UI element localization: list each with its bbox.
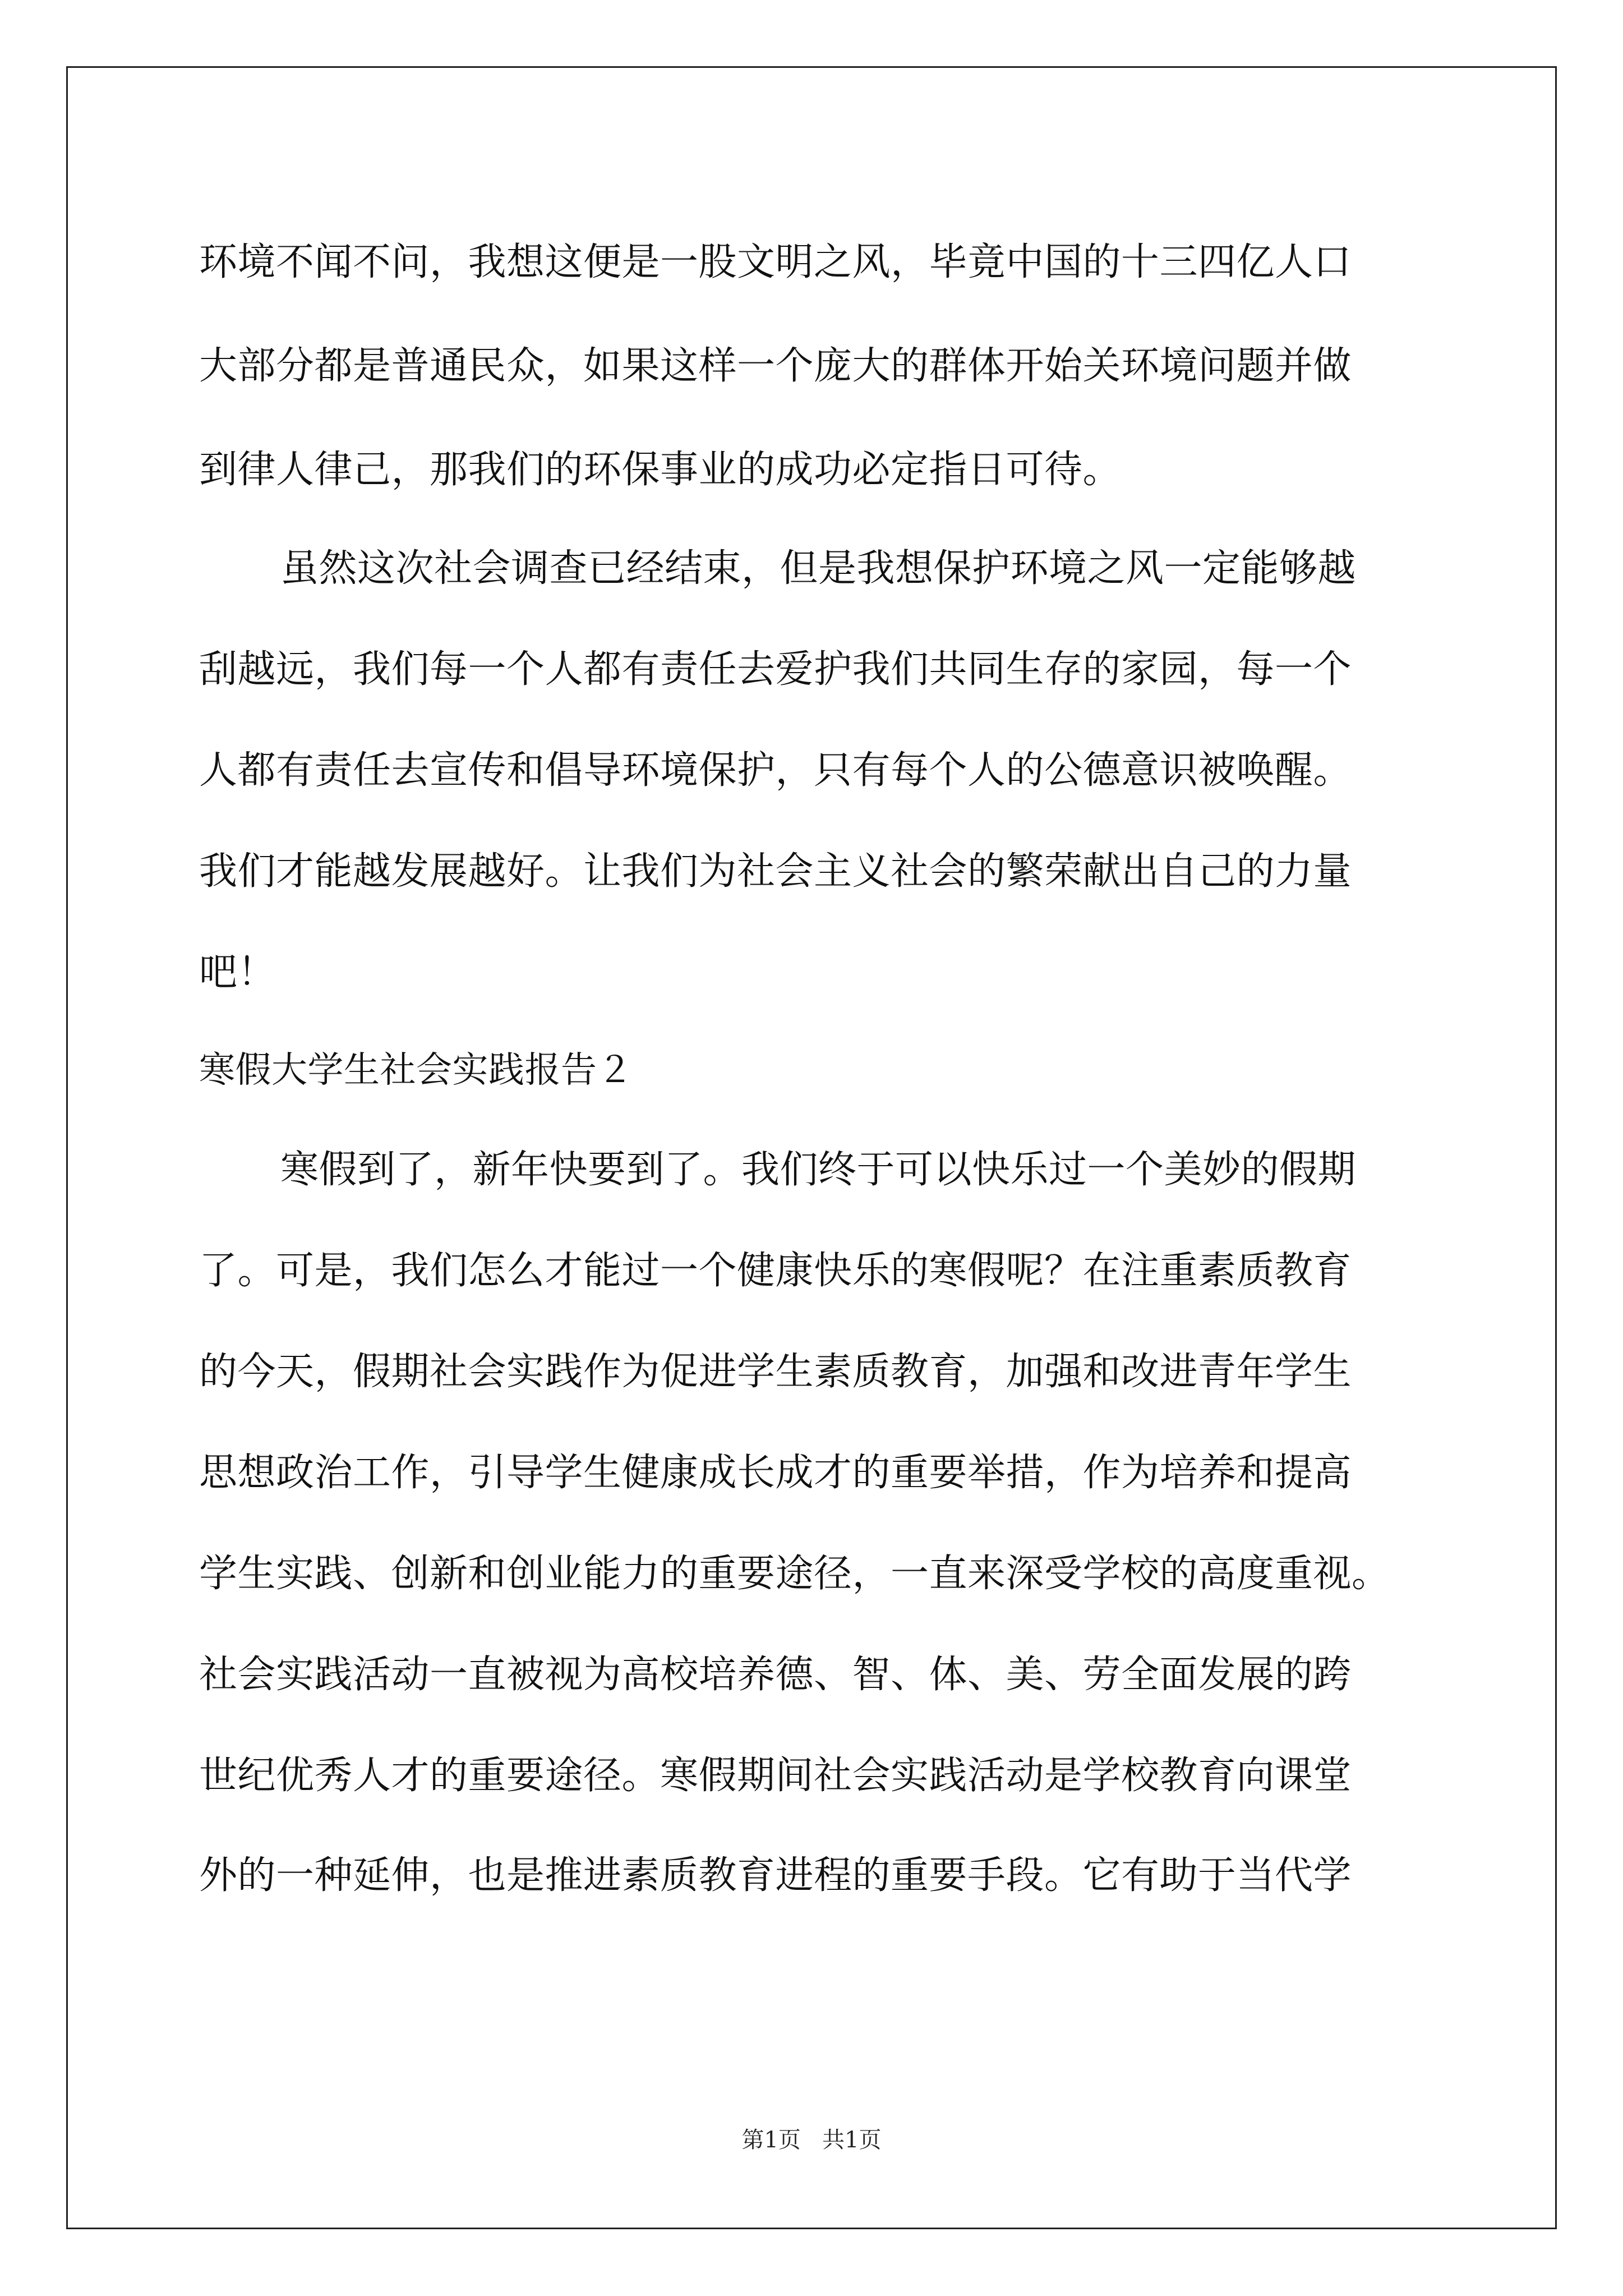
body-text-line: 虽然这次社会调查已经结束，但是我想保护环境之风一定能够越 <box>280 546 1357 591</box>
body-text-line: 外的一种延伸，也是推进素质教育进程的重要手段。它有助于当代学 <box>199 1853 1352 1898</box>
body-text-line: 大部分都是普通民众，如果这样一个庞大的群体开始关环境问题并做 <box>199 344 1352 388</box>
body-text-line: 的今天，假期社会实践作为促进学生素质教育，加强和改进青年学生 <box>199 1350 1352 1394</box>
body-text-line: 思想政治工作，引导学生健康成长成才的重要举措，作为培养和提高 <box>199 1451 1352 1495</box>
body-text-line: 世纪优秀人才的重要途径。寒假期间社会实践活动是学校教育向课堂 <box>199 1754 1352 1798</box>
page-footer: 第1页 共1页 <box>741 2127 882 2153</box>
body-text-line: 社会实践活动一直被视为高校培养德、智、体、美、劳全面发展的跨 <box>199 1653 1352 1697</box>
body-text-line: 环境不闻不问，我想这便是一股文明之风，毕竟中国的十三四亿人口 <box>199 240 1352 284</box>
body-text-line: 吧！ <box>199 950 276 995</box>
body-text-line: 到律人律己，那我们的环保事业的成功必定指日可待。 <box>199 448 1122 492</box>
body-text-line: 寒假到了，新年快要到了。我们终于可以快乐过一个美妙的假期 <box>280 1148 1357 1192</box>
section-heading: 寒假大学生社会实践报告２ <box>199 1050 633 1091</box>
body-text-line: 人都有责任去宣传和倡导环境保护，只有每个人的公德意识被唤醒。 <box>199 748 1352 793</box>
body-text-line: 学生实践、创新和创业能力的重要途径，一直来深受学校的高度重视。 <box>199 1552 1390 1596</box>
body-text-line: 刮越远，我们每一个人都有责任去爱护我们共同生存的家园，每一个 <box>199 647 1352 692</box>
body-text-line: 了。可是，我们怎么才能过一个健康快乐的寒假呢？在注重素质教育 <box>199 1249 1352 1293</box>
body-text-line: 我们才能越发展越好。让我们为社会主义社会的繁荣献出自己的力量 <box>199 849 1352 894</box>
